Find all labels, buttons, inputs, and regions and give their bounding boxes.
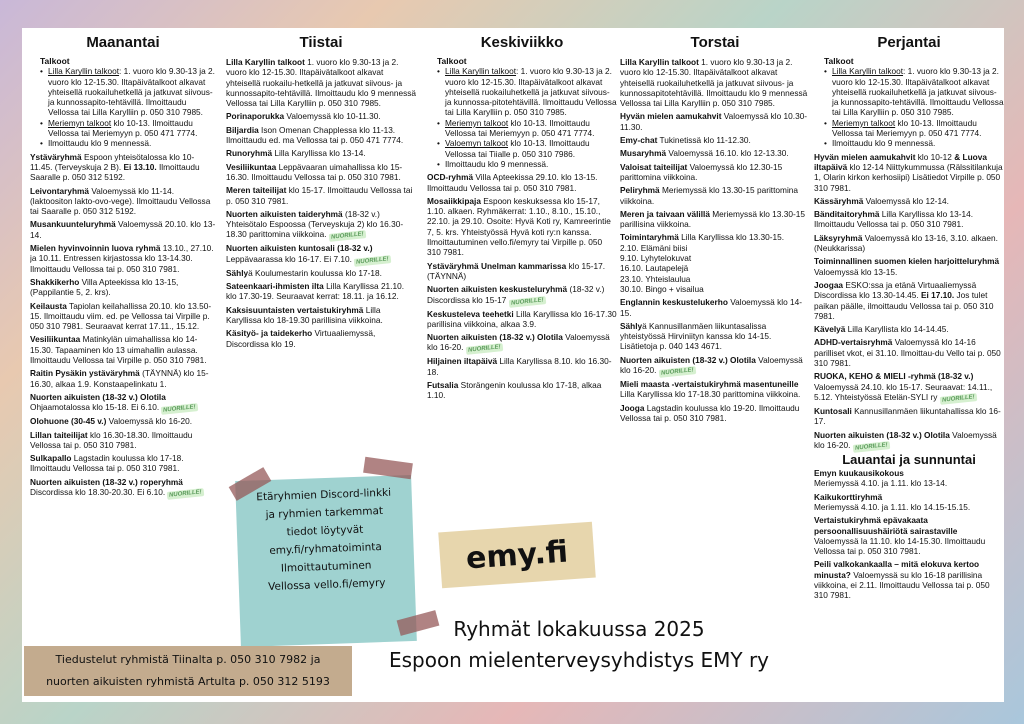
youth-badge: NUORILLE! xyxy=(167,488,204,500)
event-entry: Lillan taiteilijat klo 16.30-18.30. Ilmoittaudu Vellossa tai p. 050 310 7981. xyxy=(30,429,193,450)
event-entry: Nuorten aikuisten (18-32 v.) Olotila Valoemyssä klo 16-20. NUORILLE! xyxy=(427,332,610,355)
website-link[interactable]: emy.fi xyxy=(464,533,570,577)
event-entry: Toiminnallinen suomen kielen harjoitteluryhmä Valoemyssä klo 13-15. xyxy=(814,256,1000,277)
event-entry: Kässäryhmä Valoemyssä klo 12-14. xyxy=(814,195,949,206)
talkoot-heading: Talkoot xyxy=(824,56,854,66)
event-entry: Runoryhmä Lilla Karyllissa klo 13-14. xyxy=(226,148,366,159)
event-entry: Joogaa ESKO:ssa ja etänä Virtuaaliemyssä Discordissa klo 13.30-14.45. Ei 17.10. Jos tulet paikan päälle, ilmoittaudu Vellossa tai p. 050 310 7981. xyxy=(814,279,994,321)
event-entry: Vesiliikuntaa Matinkylän uimahallissa klo 14-15.30. Tapaaminen klo 13 uimahallin aulassa. Ilmoittaudu Vellossa tai Virpille p. 050 310 7981. xyxy=(30,334,207,366)
event-entry: Hiljainen iltapäivä Lilla Karyllissa 8.10. klo 16.30-18. xyxy=(427,356,612,377)
youth-badge: NUORILLE! xyxy=(161,403,198,415)
event-entry: RUOKA, KEHO & MIELI -ryhmä (18-32 v.) Valoemyssä 24.10. klo 15-17. Seuraavat: 14.11., 5.12. Yhteistyössä Etelän-SYLI ry NUORILLE! xyxy=(814,371,993,404)
page-title: Ryhmät lokakuussa 2025 Espoon mielenterveysyhdistys EMY ry xyxy=(388,617,770,672)
youth-badge: NUORILLE! xyxy=(508,296,545,308)
event-entry: Keilausta Tapiolan keilahallissa 20.10. klo 13.50-15. Ilmoittaudu viim. ed. pe Vellossa tai Virpille p. 050 310 7981. Seuraavat kerrat 17.11., 15.12. xyxy=(30,300,212,332)
event-entry: Kuntosali Kannusillanmäen liikuntahallissa klo 16-17. xyxy=(814,405,1001,427)
day-heading-monday: Maanantai xyxy=(86,34,160,51)
event-entry: Kaksisuuntaisten vertaistukiryhmä Lilla Karyllissa klo 18-19.30 parillisina viikkoina. xyxy=(226,304,383,325)
event-entry: Hyvän mielen aamukahvit klo 10-12 & Luova iltapäivä klo 12-14 Niittykummussa (Rälssitilankuja 1, Olarin kirkon kerhosiipi) Lisätiedot Virpille p. 050 310 7981. xyxy=(814,151,1003,193)
event-entry: Musankuunteluryhmä Valoemyssä 20.10. klo 13-14. xyxy=(30,219,216,240)
event-entry: Hyvän mielen aamukahvit Valoemyssä klo 10.30-11.30. xyxy=(620,111,808,132)
event-entry: Emyn kuukausikokous Meriemyssä 4.10. ja 1.11. klo 13-14. xyxy=(814,468,948,489)
event-entry: Emy-chat Tukinetissä klo 11-12.30. xyxy=(620,135,751,146)
event-entry: Meren ja taivaan välillä Meriemyssä klo 13.30-15 parillisina viikkoina. xyxy=(620,208,805,230)
event-entry: Vesiliikuntaa Leppävaaran uimahallissa klo 15-16.30. Ilmoittaudu Vellossa tai p. 050 310 7981. xyxy=(226,161,403,182)
event-entry: Sählyä Koulumestarin koulussa klo 17-18. xyxy=(226,267,382,278)
event-entry: Porinaporukka Valoemyssä klo 10-11.30. xyxy=(226,111,381,122)
friday-column xyxy=(814,28,1004,702)
event-entry: Olohuone (30-45 v.) Valoemyssä klo 16-20. xyxy=(30,416,192,427)
wednesday-column xyxy=(427,28,617,702)
day-heading-tuesday: Tiistai xyxy=(299,34,343,51)
link[interactable]: Lilla Karyllin talkoot xyxy=(445,66,517,77)
talkoot-list xyxy=(832,66,1004,148)
youth-badge: NUORILLE! xyxy=(658,366,695,378)
event-entry: Jooga Lagstadin koulussa klo 19-20. Ilmoittaudu Vellossa tai p. 050 310 7981. xyxy=(620,402,800,423)
link[interactable]: Meriemyn talkoot xyxy=(445,117,509,128)
event-entry: Nuorten aikuisten kuntosali (18-32 v.) Leppävaarassa klo 16-17. Ei 7.10. NUORILLE! xyxy=(226,243,416,264)
event-entry: Sateenkaari-ihmisten ilta Lilla Karyllissa 21.10. klo 17.30-19. Seuraavat kerrat: 18.11. ja 16.12. xyxy=(226,281,405,302)
contact-box: Tiedustelut ryhmistä Tiinalta p. 050 310 7982 ja nuorten aikuisten ryhmistä Artulta p. 050 312 5193 xyxy=(24,646,352,696)
event-entry: Shakkikerho Villa Apteekissa klo 13-15, (Pappilantie 5, 2. krs). xyxy=(30,276,179,298)
list-item: • Meriemyn talkoot klo 10-13. Ilmoittaudu Vellossa tai Meriemyyn p. 050 471 7774. xyxy=(48,118,216,139)
list-item: • Lilla Karyllin talkoot: 1. vuoro klo 9.30-13 ja 2. vuoro klo 12-15.30. Iltapäivätalkoot alkavat yhteisellä ruokailuhetkellä ja jatkuvat siivous- ja kunnossapito-tehtävillä. Ilmoittaudu Vellossa tai Lilla Karylliin p. 050 310 7985. xyxy=(832,66,1004,117)
event-entry: Toimintaryhmä Lilla Karyllissa klo 13.30-15. 2.10. Elämäni biisi 9.10. Lyhytelokuvat 16.10. Lautapelejä 23.10. Yhteislaulua 30.10. Bingo + visailua xyxy=(620,232,785,294)
event-entry: Peliryhmä Meriemyssä klo 13.30-15 parittomina viikkoina. xyxy=(620,185,799,206)
event-entry: Musaryhmä Valoemyssä 16.10. klo 12-13.30. xyxy=(620,148,789,159)
event-entry: Läksyryhmä Valoemyssä klo 13-16, 3.10. alkaen. (Neukkarissa) xyxy=(814,232,998,254)
event-entry: Biljardia Ison Omenan Chapplessa klo 11-13. Ilmoittaudu ed. ma Vellossa tai p. 050 471 7774. xyxy=(226,124,404,146)
link[interactable]: Valoemyn talkoot xyxy=(445,138,509,149)
list-item: • Lilla Karyllin talkoot: 1. vuoro klo 9.30-13 ja 2. vuoro klo 12-15.30. Iltapäivätalkoot alkavat yhteisellä ruokailuhetkellä ja jatkuvat siivous- ja kunnossapito-tehtävillä. Ilmoittaudu Vellossa tai Lilla Karylliin p. 050 310 7985. xyxy=(48,66,216,117)
website-banner xyxy=(438,522,596,589)
day-heading-friday: Perjantai xyxy=(877,34,941,51)
list-item: • Lilla Karyllin talkoot: 1. vuoro klo 9.30-13 ja 2. vuoro klo 12-15.30. Iltapäivätalkoot alkavat yhteisellä ruokailuhetkellä ja jatkuvat siivous- ja kunnossa-pitotehtävillä. Ilmoittaudu Vellossa tai Lilla Karylliin p. 050 310 7985. xyxy=(445,66,617,117)
link[interactable]: Meriemyn talkoot xyxy=(48,117,112,128)
link[interactable]: Lilla Karyllin talkoot xyxy=(832,66,904,77)
event-entry: Vertaistukiryhmä epävakaata persoonallisuushäiriötä sairastaville Valoemyssä la 11.10. klo 14-15.30. Ilmoittaudu Vellossa tai p. 050 310 7981. xyxy=(814,515,986,557)
link[interactable]: emy.fi/ryhmatoiminta xyxy=(269,541,383,557)
link[interactable]: Lilla Karyllin talkoot xyxy=(48,66,120,77)
event-entry: OCD-ryhmä Villa Apteekissa 29.10. klo 13-15. Ilmoittaudu Vellossa tai p. 050 310 7981. xyxy=(427,172,598,193)
day-heading-wednesday: Keskiviikko xyxy=(480,34,564,51)
event-entry: Ystäväryhmä Espoon yhteisötalossa klo 10-11.45. (Terveyskuja 2 B). Ei 13.10. Ilmoittaudu Saaralle p. 050 312 5192. xyxy=(30,151,200,183)
list-item: • Meriemyn talkoot klo 10-13. Ilmoittaudu Vellossa tai Meriemyyn p. 050 471 7774. xyxy=(445,118,617,139)
event-entry: Nuorten aikuisten taideryhmä (18-32 v.) Yhteisötalo Espoossa (Terveyskuja 2) klo 16.30-18.30 parittomina viikkoina. NUORILLE! xyxy=(226,208,404,242)
event-entry: Kaikukorttiryhmä Meriemyssä 4.10. ja 1.11. klo 14.15-15.15. xyxy=(814,491,971,512)
event-entry: Nuorten aikuisten (18-32 v.) Olotila Valoemyssä klo 16-20. NUORILLE! xyxy=(814,429,997,452)
event-entry: Meren taiteilijat klo 15-17. Ilmoittaudu Vellossa tai p. 050 310 7981. xyxy=(226,185,413,206)
event-entry: Bänditaitoryhmä Lilla Karyllissa klo 13-14. Ilmoittaudu Vellossa tai p. 050 310 7981. xyxy=(814,209,974,230)
event-entry: Valoisat taiteilijat Valoemyssä klo 12.30-15 parittomina viikkoina. xyxy=(620,161,783,182)
event-entry: Futsalia Storängenin koulussa klo 17-18, alkaa 1.10. xyxy=(427,380,602,401)
event-entry: Nuorten aikuisten (18-32 v.) Olotila Valoemyssä klo 16-20. NUORILLE! xyxy=(620,354,803,377)
list-item: • Meriemyn talkoot klo 10-13. Ilmoittaudu Vellossa tai Meriemyyn p. 050 471 7774. xyxy=(832,118,1004,139)
event-entry: Lilla Karyllin talkoot 1. vuoro klo 9.30-13 ja 2. vuoro klo 12-15.30. Iltapäivätalkoot alkavat yhteisellä ruokailuhetkellä ja jatkuvat siivous- ja kunnossapitotehtävillä. Ilmoittaudu klo 9 mennessä Vellossa tai Lilla Karylliin p. 050 310 7985. xyxy=(620,57,808,109)
youth-badge: NUORILLE! xyxy=(354,255,391,267)
talkoot-heading: Talkoot xyxy=(437,56,467,66)
event-entry: Peili valkokankaalla – mitä elokuva kertoo minusta? Valoemyssä su klo 16-18 parillisina viikkoina, ei 2.11. Ilmoittaudu Vellossa tai p. 050 310 7981. xyxy=(814,559,990,601)
list-item: • Ilmoittaudu klo 9 mennessä. xyxy=(832,138,1004,148)
talkoot-list xyxy=(48,66,216,148)
weekend-heading: Lauantai ja sunnuntai xyxy=(842,451,976,467)
youth-badge: NUORILLE! xyxy=(465,344,502,356)
event-entry: Kävelyä Lilla Karyllista klo 14-14.45. xyxy=(814,324,949,335)
event-entry: Keskusteleva teehetki Lilla Karyllissa klo 16-17.30 parillisina viikkoina, alkaa 3.9. xyxy=(427,308,617,329)
event-entry: Leivontaryhmä Valoemyssä klo 11-14. (laktoositon lakto-ovo-vege). Ilmoittaudu Vellossa tai Saaralle p. 050 312 5192. xyxy=(30,185,211,217)
event-entry: Mielen hyvinvoinnin luova ryhmä 13.10., 27.10. ja 10.11. Entressen kirjastossa klo 13-14.30. Ilmoittaudu Vellossa tai p. 050 310 7981. xyxy=(30,243,214,274)
monday-column xyxy=(30,28,216,702)
event-entry: Nuorten aikuisten keskusteluryhmä (18-32 v.) Discordissa klo 15-17 NUORILLE! xyxy=(427,284,605,307)
event-entry: Nuorten aikuisten (18-32 v.) roperyhmä Discordissa klo 18.30-20.30. Ei 6.10. NUORILLE! xyxy=(30,477,216,498)
event-entry: Lilla Karyllin talkoot 1. vuoro klo 9.30-13 ja 2. vuoro klo 12-15.30. Iltapäivätalkoot alkavat yhteisellä ruokailu-hetkellä ja jatkuvat siivous- ja kunnossapito-tehtävillä. Ilmoittaudu klo 9 mennessä Vellossa tai Lilla Karylliin p. 050 310 7985. xyxy=(226,57,416,109)
link[interactable]: Meriemyn talkoot xyxy=(832,117,896,128)
event-entry: Mosaiikkipaja Espoon keskuksessa klo 15-17, 1.10. alkaen. Ryhmäkerrat: 1.10., 8.10., 15.10., 22.10. ja 29.10. Osoite: Hyvä Koti ry, Kamreerintie 7, 5. krs. Yhteistyössä Hyvä koti ry:n kanssa. Ilmoittautuminen vello.fi/emyry tai Virpille p. 050 310 7981. xyxy=(427,195,611,258)
list-item: • Valoemyn talkoot klo 10-13. Ilmoittaudu Vellossa tai Tiialle p. 050 310 7986. xyxy=(445,138,617,159)
list-item: • Ilmoittaudu klo 9 mennessä. xyxy=(48,138,216,148)
list-item: • Ilmoittaudu klo 9 mennessä. xyxy=(445,159,617,169)
schedule-sheet xyxy=(22,28,1004,702)
talkoot-list xyxy=(445,66,617,169)
event-entry: ADHD-vertaisryhmä Valoemyssä klo 14-16 parilliset vkot, ei 31.10. Ilmoittau-du Vello tai p. 050 310 7981. xyxy=(814,337,1001,369)
event-entry: Mieli maasta -vertaistukiryhmä masentuneille Lilla Karyllissa klo 17-18.30 parittomina viikkoina. xyxy=(620,379,801,400)
youth-badge: NUORILLE! xyxy=(939,393,976,405)
event-entry: Nuorten aikuisten (18-32 v.) Olotila Ohjaamotalossa klo 15-18. Ei 6.10. NUORILLE! xyxy=(30,392,216,413)
info-sticky-note: Etäryhmien Discord-linkki ja ryhmien tarkemmat tiedot löytyvät emy.fi/ryhmatoiminta Ilmoittautuminen Vellossa vello.fi/emyry xyxy=(235,475,417,647)
event-entry: Käsityö- ja taidekerho Virtuaaliemyssä, Discordissa klo 19. xyxy=(226,328,376,349)
event-entry: Englannin keskustelukerho Valoemyssä klo 14-15. xyxy=(620,297,802,318)
event-entry: Raitin Pysäkin ystäväryhmä (TÄYNNÄ) klo 15-16.30, alkaa 1.9. Konstaapelinkatu 1. xyxy=(30,368,209,389)
youth-badge: NUORILLE! xyxy=(852,441,889,453)
event-entry: Sulkapallo Lagstadin koulussa klo 17-18. Ilmoittaudu Vellossa tai p. 050 310 7981. xyxy=(30,453,184,474)
day-heading-thursday: Torstai xyxy=(690,34,740,51)
talkoot-heading: Talkoot xyxy=(40,56,70,66)
thursday-column xyxy=(620,28,810,702)
youth-badge: NUORILLE! xyxy=(329,231,366,243)
event-entry: Sählyä Kannusillanmäen liikuntasalissa yhteistyössä Hirviniityn kanssa klo 14-15. Lisätietoja p. 040 143 4671. xyxy=(620,320,772,352)
event-entry: Ystäväryhmä Unelman kammarissa klo 15-17. (TÄYNNÄ) xyxy=(427,260,606,281)
